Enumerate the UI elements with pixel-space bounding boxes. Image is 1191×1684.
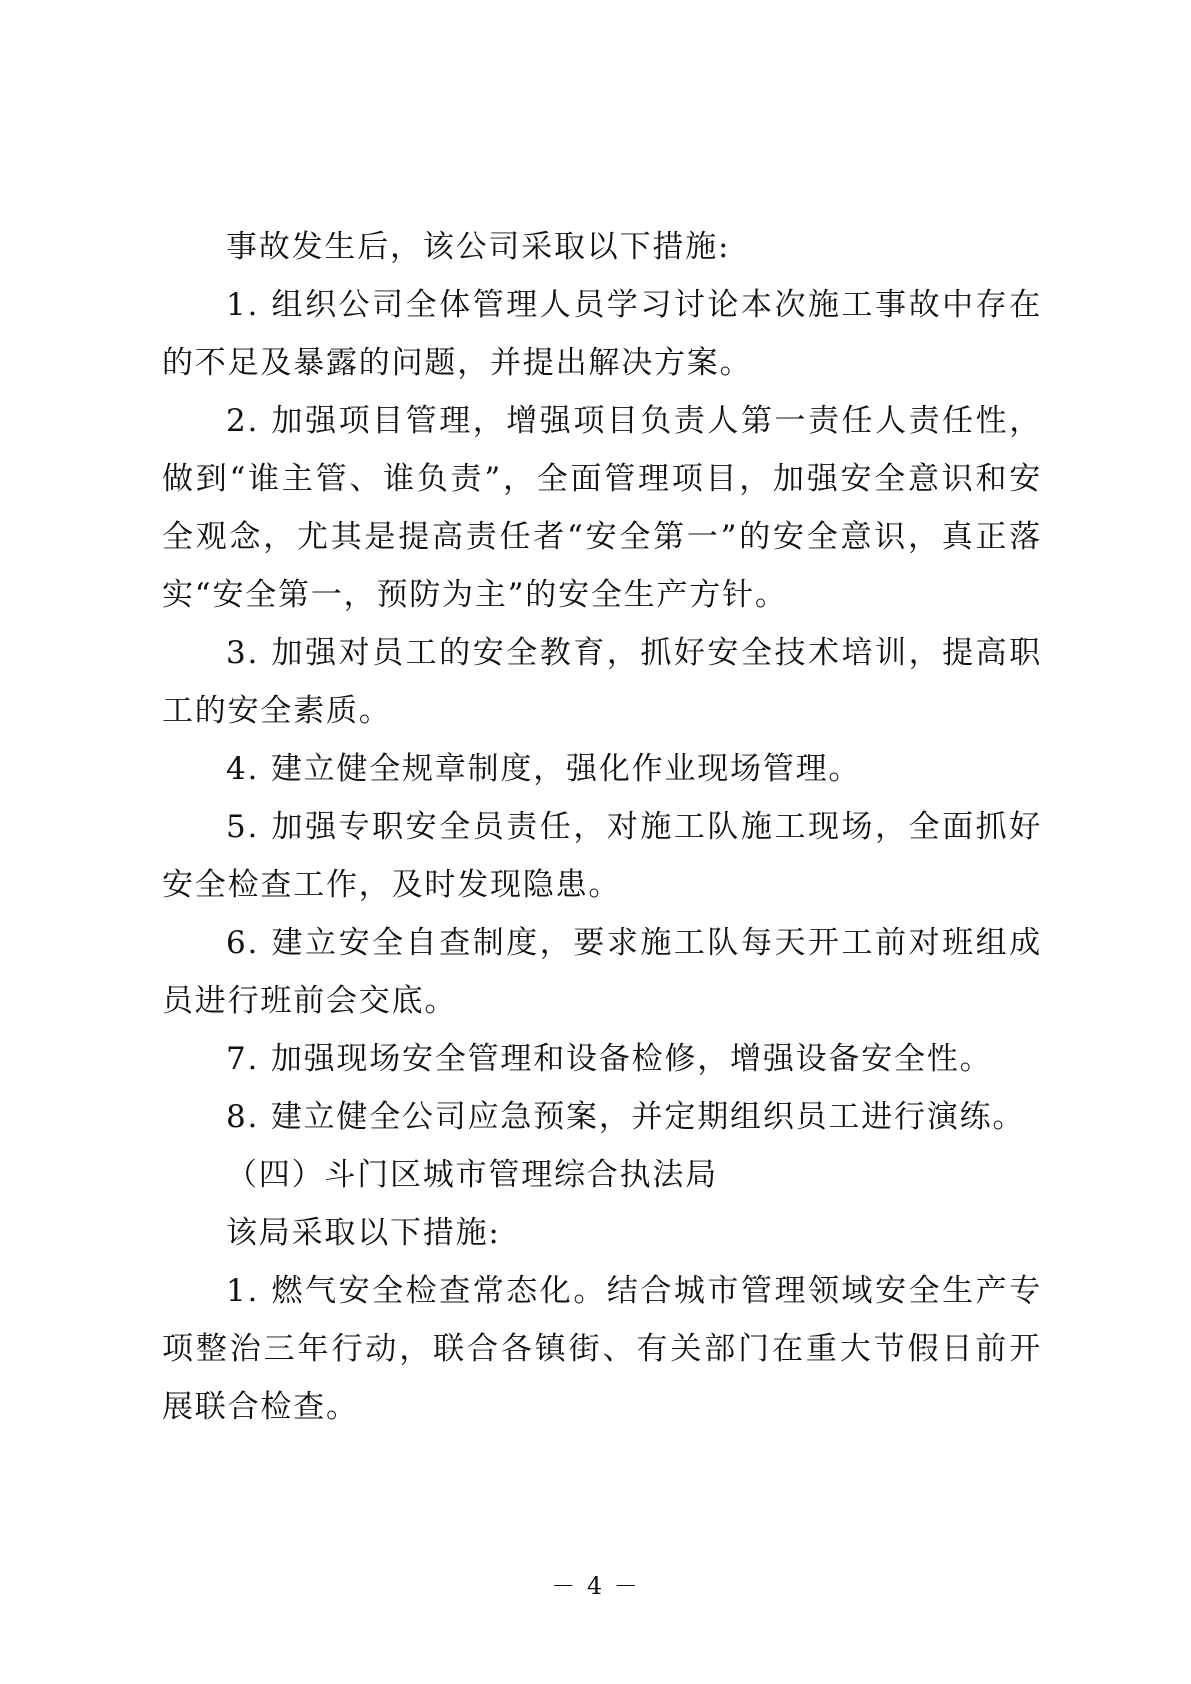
- paragraph-measure-5: 5. 加强专职安全员责任，对施工队施工现场，全面抓好安全检查工作，及时发现隐患。: [162, 809, 1042, 903]
- paragraph-measure-6: 6. 建立安全自查制度，要求施工队每天开工前对班组成员进行班前会交底。: [162, 925, 1042, 1019]
- page-number: － 4 －: [551, 1572, 640, 1600]
- paragraph-intro: 事故发生后，该公司采取以下措施:: [226, 229, 731, 265]
- paragraph-bureau-intro: 该局采取以下措施:: [226, 1215, 501, 1251]
- paragraph-measure-8: 8. 建立健全公司应急预案，并定期组织员工进行演练。: [226, 1099, 1026, 1135]
- paragraph-measure-2: 2. 加强项目管理，增强项目负责人第一责任人责任性，做到“谁主管、谁负责”，全面管理项目，加强安全意识和安全观念，尤其是提高责任者“安全第一”的安全意识，真正落实“安全第一，预防为主”的安全生产方针。: [162, 403, 1042, 613]
- section-heading: （四）斗门区城市管理综合执法局: [226, 1157, 718, 1193]
- paragraph-measure-7: 7. 加强现场安全管理和设备检修，增强设备安全性。: [226, 1041, 993, 1077]
- paragraph-measure-1: 1. 组织公司全体管理人员学习讨论本次施工事故中存在的不足及暴露的问题，并提出解决方案。: [162, 287, 1042, 381]
- paragraph-measure-4: 4. 建立健全规章制度，强化作业现场管理。: [226, 751, 862, 787]
- paragraph-bureau-measure-1: 1. 燃气安全检查常态化。结合城市管理领域安全生产专项整治三年行动，联合各镇街、有关部门在重大节假日前开展联合检查。: [162, 1273, 1042, 1425]
- document-body: [162, 218, 1042, 1436]
- paragraph-measure-3: 3. 加强对员工的安全教育，抓好安全技术培训，提高职工的安全素质。: [162, 635, 1042, 729]
